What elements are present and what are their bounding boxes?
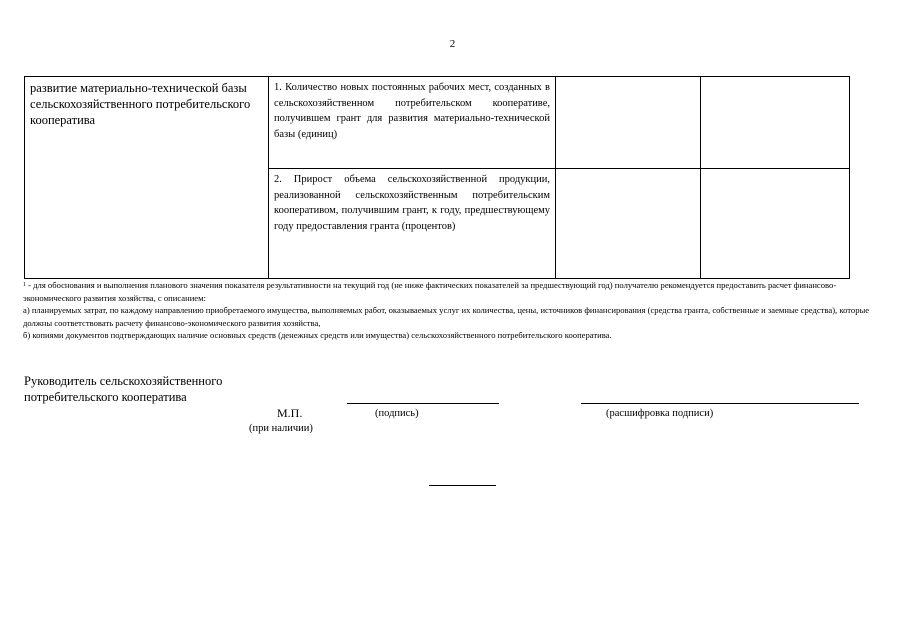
signatory-title <box>24 373 222 405</box>
plan-value-cell <box>556 169 701 279</box>
table-row <box>25 77 850 169</box>
stamp-note: (при наличии) <box>249 423 313 434</box>
signatory-title-line: потребительского кооператива <box>24 390 187 404</box>
footnote <box>23 279 873 342</box>
footnote-intro <box>23 279 873 304</box>
fact-value-cell <box>701 77 850 169</box>
footnote-item-b: б) копиями документов подтверждающих наличие основных средств (денежных средств или имущества) сельскохозяйственного потребительского кооператива. <box>23 330 612 340</box>
signature-label: (подпись) <box>375 408 419 419</box>
decryption-label: (расшифровка подписи) <box>606 408 714 419</box>
footnote-intro-text: - для обоснования и выполнения планового значения показателя результативности на текущий год (не ниже фактических показателей за предшествующий год) получателю рекомендуется предоставить расчет финансово-экономического развития хозяйства, с описанием: <box>23 280 837 303</box>
signatory-title-line: Руководитель сельскохозяйственного <box>24 374 223 388</box>
signature-line <box>347 403 499 404</box>
fact-value-cell <box>701 169 850 279</box>
end-divider <box>429 485 496 486</box>
stamp-label: М.П. <box>277 406 303 420</box>
plan-value-cell <box>556 77 701 169</box>
footnote-item-a: а) планируемых затрат, по каждому направлению приобретаемого имущества, выполняемых работ, оказываемых услуг их количества, цены, источников финансирования (средства гранта, собственные и заемные средства), которые должны соответствовать расчету финансово-экономического развития хозяйства, <box>23 305 870 328</box>
page-number: 2 <box>449 38 456 50</box>
indicator-cell: 1. Количество новых постоянных рабочих мест, созданных в сельскохозяйственном потребительском кооперативе, получившем грант для развития материально-технической базы (единиц) <box>269 77 556 169</box>
indicator-cell: 2. Прирост объема сельскохозяйственной продукции, реализованной сельскохозяйственным потребительским кооперативом, получившим грант, к году, предшествующему году предоставления гранта (процентов) <box>269 169 556 279</box>
decryption-line <box>581 403 859 404</box>
direction-cell: развитие материально-технической базы сельскохозяйственного потребительского кооператива <box>25 77 269 279</box>
results-table <box>24 76 850 279</box>
footnote-marker: 1 <box>23 282 26 288</box>
